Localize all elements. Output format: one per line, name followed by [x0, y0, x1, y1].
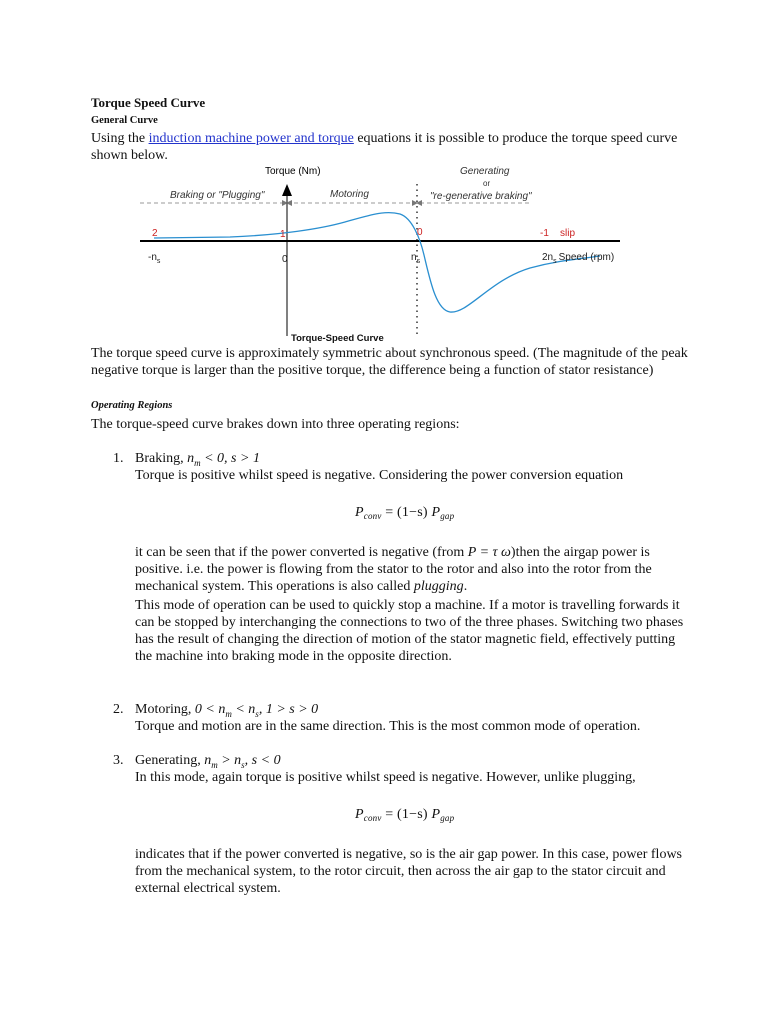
braking-stop-paragraph: This mode of operation can be used to quickly stop a machine. If a motor is travelling forwards it can be stopped by interchanging the connections to two of the three phases. Switching two phases has the result of changing the direction of motion of the stator magnetic field, effectively putting the machine into braking mode in the opposite direction. — [135, 598, 684, 664]
torque-axis-label: Torque (Nm) — [265, 166, 321, 177]
power-conversion-equation-1: $P_{conv} = (1-s)$ $P_{gap}$ — [355, 505, 455, 521]
generating-or-label: or — [483, 179, 491, 188]
torque-speed-figure — [130, 160, 650, 346]
motoring-region-label: Motoring — [330, 189, 369, 200]
speed-2ns-label: $2n_s$ Speed (rpm) — [542, 252, 615, 265]
slip-neg1-label: -1 — [540, 228, 549, 239]
speed-ns-label: $n_s$ — [411, 252, 421, 265]
power-torque-link[interactable]: induction machine power and torque — [148, 131, 354, 146]
regions-intro-paragraph: The torque-speed curve brakes down into three operating regions: — [91, 417, 460, 432]
symmetry-paragraph: The torque speed curve is approximately symmetric about synchronous speed. (The magnitude of the peak negative torque is larger than the positive torque, the difference being a function of stator resistance) — [91, 346, 688, 378]
slip-2-label: 2 — [152, 228, 158, 239]
power-conversion-equation-2: $P_{conv} = (1-s)$ $P_{gap}$ — [355, 807, 455, 823]
figure-caption: Torque-Speed Curve — [291, 333, 384, 344]
item-1-number: 1. — [113, 451, 124, 466]
torque-axis-arrow — [282, 184, 292, 196]
slip-1-label: 1 — [280, 229, 286, 240]
regenerative-label: "re-generative braking" — [430, 191, 532, 202]
generating-item-text: In this mode, again torque is positive whilst speed is negative. However, unlike plugging, — [135, 770, 636, 785]
braking-item-text: Torque is positive whilst speed is negative. Considering the power conversion equation — [135, 468, 624, 483]
torque-speed-curve — [154, 213, 600, 313]
generating-item-title: Generating, $n_m > n_s$, s < 0 — [135, 753, 281, 770]
speed-neg-ns-label: $-n_s$ — [148, 252, 161, 265]
intro-paragraph: Using the induction machine power and torque equations it is possible to produce the torque speed curve shown below. — [91, 131, 678, 163]
motoring-item-title: Motoring, $0 < n_m < n_s$, 1 > s > 0 — [135, 702, 319, 719]
page-title: Torque Speed Curve — [91, 95, 206, 110]
braking-explanation: it can be seen that if the power converted is negative (from P = τ ω)then the airgap power is positive. i.e. the power is flowing from the stator to the rotor and also into the rotor from the mechanical system. This operations is also called plugging. — [135, 545, 652, 594]
item-3-number: 3. — [113, 753, 124, 768]
general-curve-heading: General Curve — [91, 115, 158, 126]
braking-item-title: Braking, $n_m < 0$, s > 1 — [135, 451, 260, 468]
generating-region-label: Generating — [460, 166, 510, 177]
speed-zero-label: 0 — [282, 254, 288, 265]
motoring-item-text: Torque and motion are in the same direction. This is the most common mode of operation. — [135, 719, 641, 734]
item-2-number: 2. — [113, 702, 124, 717]
operating-regions-heading: Operating Regions — [91, 400, 173, 411]
slip-axis-label: slip — [560, 228, 576, 239]
slip-0-label: 0 — [417, 227, 423, 238]
braking-region-label: Braking or "Plugging" — [170, 190, 265, 201]
generating-explanation: indicates that if the power converted is negative, so is the air gap power. In this case, power flows from the mechanical system, to the rotor circuit, then across the air gap to the stator circuit and external electrical system. — [135, 847, 683, 896]
